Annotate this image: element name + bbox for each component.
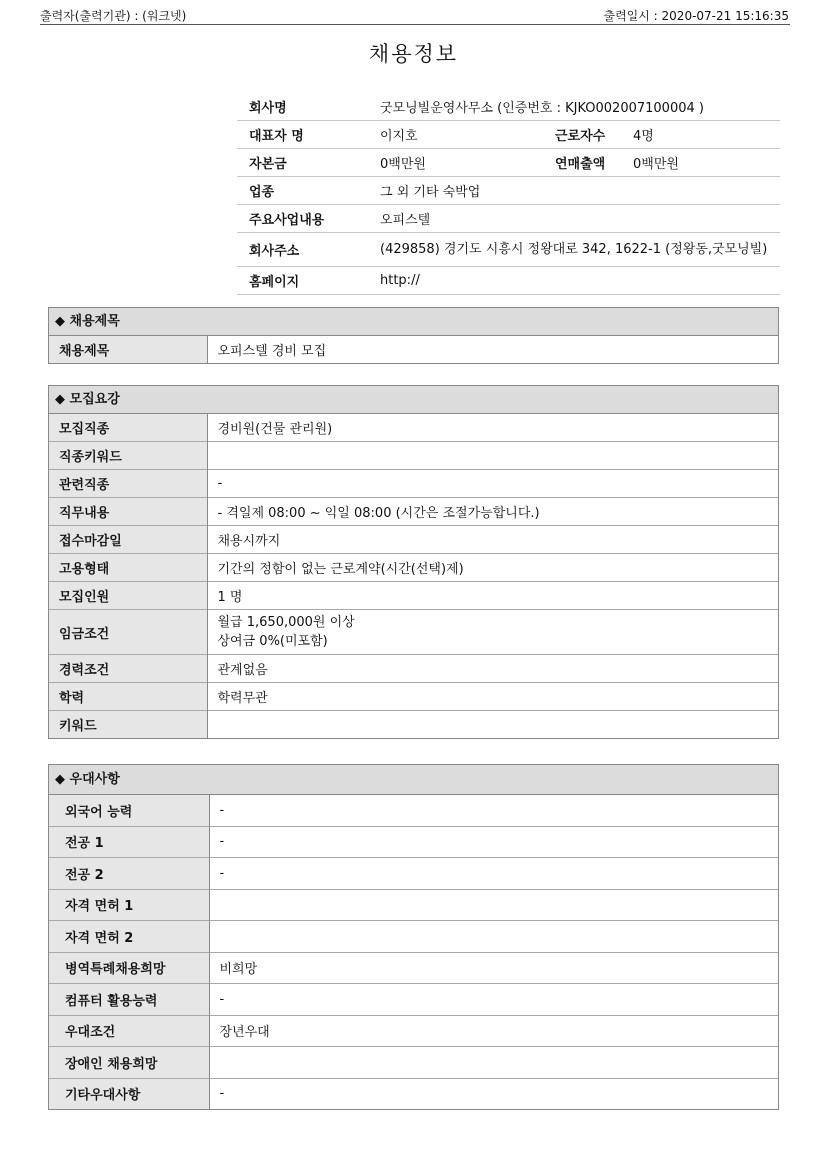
row-value: 기간의 정함이 없는 근로계약(시간(선택)제) [207,554,778,582]
table-row [49,921,778,953]
business-value: 오피스텔 [370,205,780,233]
table-row [49,711,778,739]
row-label: 자격 면허 2 [49,921,209,953]
row-value: - [209,984,778,1016]
industry-value: 그 외 기타 숙박업 [370,177,780,205]
row-label: 키워드 [49,711,207,739]
row-value: 장년우대 [209,1015,778,1047]
preference-table [49,795,778,1109]
address-value: (429858) 경기도 시흥시 정왕대로 342, 1622-1 (정왕동,굿모닝빌) [370,233,780,267]
row-value: 비희망 [209,952,778,984]
sales-label: 연매출액 [543,149,623,177]
row-value [207,442,778,470]
row-value: 경비원(건물 관리원) [217,422,333,437]
workers-label: 근로자수 [543,121,623,149]
ceo-label: 대표자 명 [237,121,370,149]
row-label: 모집직종 [49,414,207,442]
address-label: 회사주소 [237,233,370,267]
company-name-row [237,93,780,121]
table-row [49,1078,778,1109]
table-row [49,1047,778,1079]
table-row [49,795,778,826]
company-industry-row [237,177,780,205]
row-label: 외국어 능력 [49,795,209,826]
capital-value: 0백만원 [370,149,543,177]
page-title: 채용정보 [368,42,459,66]
row-label: 학력 [49,683,207,711]
sales-value: 0백만원 [623,149,780,177]
wage-bonus: 상여금 0%(미포함) [217,634,328,649]
job-title-section [48,307,779,364]
row-label: 자격 면허 1 [49,889,209,921]
job-title-table [49,336,778,363]
row-value: 관계없음 [207,655,778,683]
row-value [207,711,778,739]
preference-section [48,764,779,1110]
table-row [49,1015,778,1047]
table-row [49,655,778,683]
table-row [49,952,778,984]
print-datetime: 출력일시 : 2020-07-21 15:16:35 [603,9,789,23]
table-row [49,984,778,1016]
row-label: 병역특례채용희망 [49,952,209,984]
row-label: 직무내용 [49,498,207,526]
row-label: 기타우대사항 [49,1078,209,1109]
row-label: 우대조건 [49,1015,209,1047]
company-address-row [237,233,780,267]
company-name-label: 회사명 [237,93,370,121]
recruit-section [48,385,779,739]
company-name-value: 굿모닝빌운영사무소 (인증번호 : KJKO002007100004 ) [370,93,780,121]
row-label: 모집인원 [49,582,207,610]
table-row [49,683,778,711]
row-label: 전공 2 [49,858,209,890]
company-info-table [237,93,780,295]
ceo-value: 이지호 [370,121,543,149]
row-value: - [207,470,778,498]
table-row [49,470,778,498]
wage-value [207,610,778,655]
job-title-row [49,336,778,363]
row-label: 관련직종 [49,470,207,498]
row-label: 장애인 채용희망 [49,1047,209,1079]
row-label: 경력조건 [49,655,207,683]
preference-section-header: ◆ 우대사항 [49,765,778,795]
row-label: 고용형태 [49,554,207,582]
row-value: - [209,826,778,858]
row-label: 전공 1 [49,826,209,858]
row-value [209,1047,778,1079]
print-source: 출력자(출력기관) : (워크넷) [40,9,187,23]
workers-value: 4명 [623,121,780,149]
row-value: - 격일제 08:00 ~ 익일 08:00 (시간은 조절가능합니다.) [207,498,778,526]
business-label: 주요사업내용 [237,205,370,233]
job-title-value: 오피스텔 경비 모집 [217,344,327,359]
row-value: - [209,858,778,890]
table-row [49,526,778,554]
table-row [49,498,778,526]
table-row [49,858,778,890]
row-value: 학력무관 [207,683,778,711]
recruit-section-header: ◆ 모집요강 [49,386,778,414]
row-value: - [219,802,225,818]
industry-label: 업종 [237,177,370,205]
table-row [49,554,778,582]
job-title-section-header: ◆ 채용제목 [49,308,778,336]
homepage-value[interactable]: http:// [370,267,780,295]
header-divider [40,24,790,25]
job-title-label: 채용제목 [49,336,207,363]
company-homepage-row [237,267,780,295]
table-row [49,414,778,442]
row-label: 접수마감일 [49,526,207,554]
wage-monthly: 월급 1,650,000원 이상 [217,615,355,630]
wage-row [49,610,778,655]
capital-label: 자본금 [237,149,370,177]
row-value: 채용시까지 [207,526,778,554]
row-value: 1 명 [207,582,778,610]
company-ceo-row [237,121,780,149]
row-label: 직종키워드 [49,442,207,470]
company-capital-row [237,149,780,177]
table-row [49,442,778,470]
wage-label: 임금조건 [49,610,207,655]
row-value [209,889,778,921]
table-row [49,889,778,921]
row-value [209,921,778,953]
table-row [49,826,778,858]
company-business-row [237,205,780,233]
table-row [49,582,778,610]
row-label: 컴퓨터 활용능력 [49,984,209,1016]
homepage-label: 홈페이지 [237,267,370,295]
recruit-table [49,414,778,738]
row-value: - [209,1078,778,1109]
